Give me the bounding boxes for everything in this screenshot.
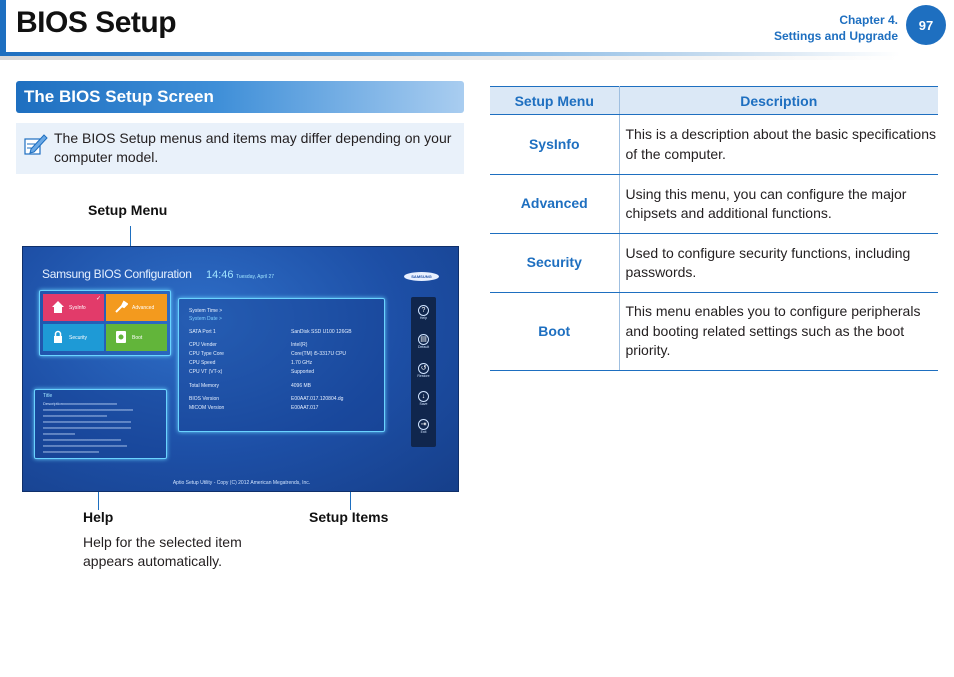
help-title: Title	[43, 393, 53, 399]
wrench-icon	[114, 299, 128, 315]
note-text: The BIOS Setup menus and items may differ depending on your computer model.	[54, 130, 452, 165]
header-accent-bar	[0, 0, 6, 52]
info-value: SanDisk SSD U100 126GB	[291, 329, 352, 335]
bios-side-toolbar	[411, 297, 436, 447]
info-value: Supported	[291, 369, 315, 375]
table-row	[490, 175, 938, 234]
callout-help-description: Help for the selected item appears automatically.	[83, 534, 242, 569]
help-icon: ?	[418, 305, 429, 316]
table-cell-menu: SysInfo	[490, 115, 619, 175]
help-line: xxxxxxxxxxxxxxxxxxxxxxxxxxxxxxxxxxxxxxxxxx	[43, 443, 127, 448]
table-row	[490, 234, 938, 293]
tile-sysinfo-label: SysInfo	[69, 305, 86, 311]
help-line: xxxxxxxxxxxxxxxxxxxxxxxxxxxxxxxx	[43, 413, 107, 418]
table-cell-description: This is a description about the basic specifications of the computer.	[619, 115, 938, 175]
callout-setup-menu: Setup Menu	[88, 202, 168, 218]
tile-boot-label: Boot	[132, 335, 143, 341]
note-box	[16, 123, 464, 174]
tile-sysinfo[interactable]	[43, 294, 104, 321]
bios-help-button[interactable]	[416, 305, 431, 320]
info-label: CPU Type Core	[189, 351, 224, 357]
tile-boot[interactable]	[106, 324, 167, 351]
page-title: BIOS Setup	[16, 6, 177, 39]
bios-title: Samsung BIOS Configuration	[42, 267, 192, 281]
page-number-badge: 97	[906, 5, 946, 45]
info-value: Core(TM) i5-3317U CPU	[291, 351, 347, 357]
home-icon	[51, 299, 65, 315]
table-header-row	[490, 87, 938, 115]
table-header-description: Description	[619, 87, 938, 115]
info-value: E00AAT.017	[291, 405, 319, 411]
info-label[interactable]: System Time >	[189, 308, 223, 314]
bios-exit-button[interactable]	[416, 419, 431, 434]
table-row	[490, 293, 938, 371]
lock-icon	[51, 329, 65, 345]
info-label[interactable]: System Date >	[189, 316, 222, 322]
info-value: Intel(R)	[291, 342, 308, 348]
setup-menu-table	[490, 86, 938, 371]
chapter-title: Settings and Upgrade	[773, 29, 898, 43]
check-icon: ✓	[95, 296, 101, 302]
tile-advanced[interactable]	[106, 294, 167, 321]
bios-save-button[interactable]	[416, 391, 431, 406]
pencil-note-icon	[22, 130, 50, 158]
help-line: xxxxxxxxxxxxxxxx	[43, 431, 75, 436]
table-cell-menu: Security	[490, 234, 619, 293]
callout-help: Help	[83, 509, 114, 525]
bios-footer: Aptio Setup Utility - Copy (C) 2012 American Megatrends, Inc.	[172, 480, 311, 486]
help-panel	[34, 389, 167, 459]
chapter-number: Chapter 4.	[839, 13, 898, 27]
table-cell-description: Using this menu, you can configure the major chipsets and additional functions.	[619, 175, 938, 234]
table-cell-menu: Boot	[490, 293, 619, 371]
bios-date: Tuesday, April 27	[236, 274, 275, 280]
bios-restore-label: Restore	[417, 374, 430, 378]
section-header	[16, 81, 464, 113]
bios-restore-button[interactable]	[416, 363, 431, 378]
default-icon: ▤	[418, 334, 429, 345]
bios-screenshot	[22, 246, 459, 492]
chapter-label	[774, 12, 898, 44]
table-cell-description: Used to configure security functions, including passwords.	[619, 234, 938, 293]
help-line: Descriptionxxxxxxxxxxxxxxxxxxxxxxxxxxx	[43, 401, 118, 406]
tile-security[interactable]	[43, 324, 104, 351]
tile-security-label: Security	[69, 335, 88, 341]
info-label: MICOM Version	[189, 405, 225, 411]
title-rule-shadow	[0, 56, 900, 60]
bios-default-button[interactable]	[416, 334, 431, 349]
bios-default-label: Default	[417, 345, 430, 349]
info-label: Total Memory	[189, 383, 220, 389]
help-line: xxxxxxxxxxxxxxxxxxxxxxxxxxxxxxxxxxxxxxx	[43, 437, 121, 442]
setup-items-panel	[178, 298, 385, 432]
info-value: E00AAT.017.120804.dg	[291, 396, 344, 402]
info-label: CPU Speed	[189, 360, 216, 366]
table-cell-description: This menu enables you to configure peripherals and booting related settings such as the boot priority.	[619, 293, 938, 371]
info-label: SATA Port 1	[189, 329, 216, 335]
exit-icon: ⇥	[418, 419, 429, 430]
bios-time: 14:46	[206, 269, 234, 281]
info-label: CPU VT (VT-x)	[189, 369, 223, 375]
section-title: The BIOS Setup Screen	[24, 87, 214, 106]
callout-setup-items: Setup Items	[309, 509, 389, 525]
bios-save-label: Save	[419, 402, 428, 406]
table-cell-menu: Advanced	[490, 175, 619, 234]
info-value: 4096 MB	[291, 383, 312, 389]
help-line: xxxxxxxxxxxxxxxxxxxxxxxxxxxxxxxxxxxxxxxxxxxx	[43, 425, 131, 430]
samsung-logo: SAMSUNG	[404, 272, 439, 281]
bios-help-label: Help	[419, 316, 428, 320]
tile-advanced-label: Advanced	[132, 305, 155, 311]
help-line: xxxxxxxxxxxxxxxxxxxxxxxxxxxxxxxxxxxxxxxxxxxxx	[43, 407, 133, 412]
bios-exit-label: Exit	[420, 430, 427, 434]
disk-icon	[114, 329, 128, 345]
help-line: xxxxxxxxxxxxxxxxxxxxxxxxxxxx	[43, 449, 99, 454]
restore-icon: ↺	[418, 363, 429, 374]
table-header-menu: Setup Menu	[490, 87, 619, 115]
save-icon: ↓	[418, 391, 429, 402]
table-row	[490, 115, 938, 175]
help-line: xxxxxxxxxxxxxxxxxxxxxxxxxxxxxxxxxxxxxxxxxxxx	[43, 419, 131, 424]
info-value: 1.70 GHz	[291, 360, 313, 366]
info-label: BIOS Version	[189, 396, 220, 402]
info-label: CPU Vender	[189, 342, 217, 348]
